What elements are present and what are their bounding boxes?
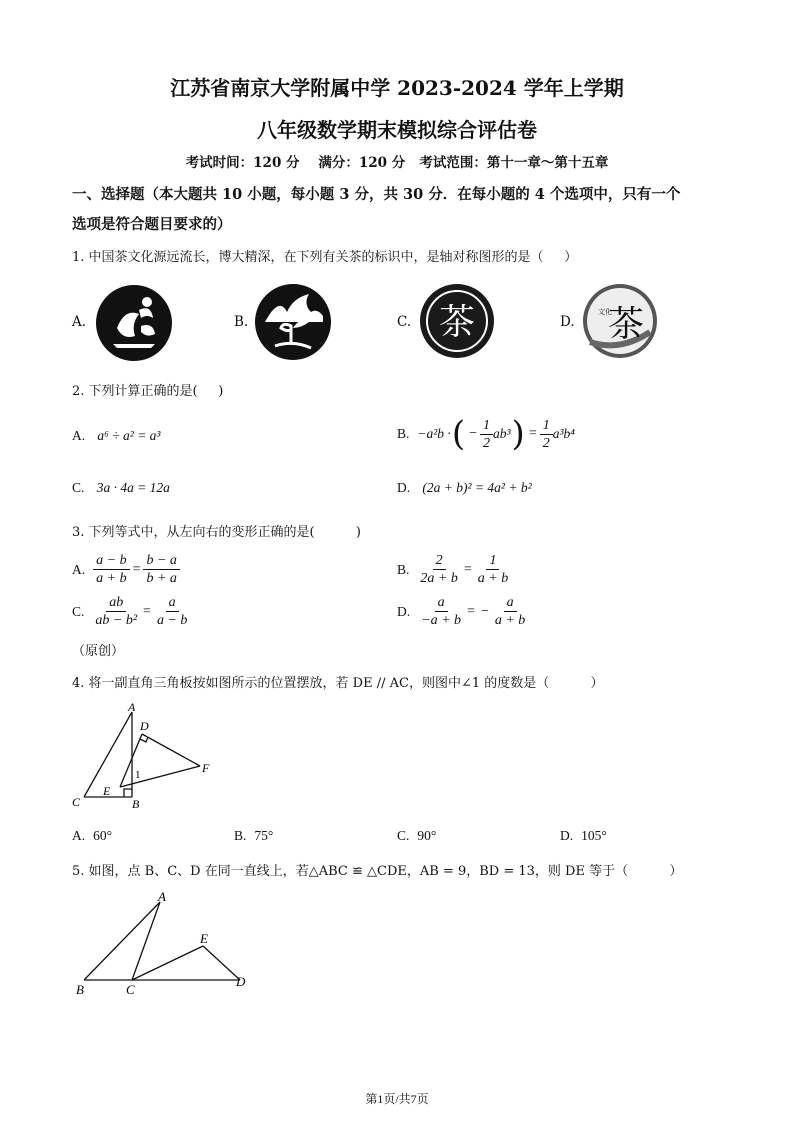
q2-option-b-post: a³b⁴ bbox=[552, 426, 575, 441]
q3-d-right-frac bbox=[492, 594, 528, 629]
q2-option-b-mid: ab³ bbox=[492, 426, 511, 441]
q1-logo-b bbox=[253, 282, 333, 362]
q5-line-ed bbox=[203, 946, 240, 980]
q2-option-b-equals: = bbox=[528, 426, 537, 441]
q3-option-a-label: A. bbox=[72, 561, 86, 577]
q1-option-b-label: B. bbox=[234, 314, 249, 330]
q3-c-left-frac bbox=[92, 594, 140, 629]
q2-option-b-paren-close: ) bbox=[511, 414, 525, 454]
q3-c-ln: ab bbox=[106, 594, 126, 612]
q1-logo-d-small: 文化 bbox=[598, 308, 612, 316]
q2-stem: 2. 下列计算正确的是( ) bbox=[72, 384, 224, 399]
q4-label-e: E bbox=[103, 784, 111, 798]
q3-option-b bbox=[397, 552, 511, 587]
q4-option-b-label: B. bbox=[234, 828, 247, 843]
q4-figure bbox=[66, 700, 226, 815]
q3-b-rn: 1 bbox=[486, 552, 499, 570]
q3-b-left-frac bbox=[417, 552, 460, 587]
q1-option-c-label: C. bbox=[397, 314, 412, 330]
section-heading-line2: 选项是符合题目要求的） bbox=[72, 216, 232, 233]
q4-right-angle-b bbox=[124, 789, 132, 797]
q3-d-ln: a bbox=[435, 594, 448, 612]
q3-a-rn: b − a bbox=[143, 552, 179, 570]
q4-label-angle1: 1 bbox=[135, 769, 141, 781]
q3-b-equals: = bbox=[463, 561, 472, 577]
q1-logo-a bbox=[95, 284, 173, 362]
q3-stem: 3. 下列等式中，从左向右的变形正确的是( ) bbox=[72, 525, 362, 540]
q3-a-ld: a + b bbox=[96, 571, 127, 586]
q5-label-a: A bbox=[158, 889, 166, 904]
q3-a-left-frac bbox=[93, 552, 129, 587]
q3-d-equals: = bbox=[467, 603, 475, 619]
q1-stem: 1. 中国茶文化源远流长，博大精深，在下列有关茶的标识中，是轴对称图形的是（ ） bbox=[72, 250, 578, 265]
q2-option-a-expr: a⁶ ÷ a² = a³ bbox=[97, 428, 161, 443]
q3-option-c bbox=[72, 594, 190, 629]
q1-logo-d-text: 茶 bbox=[607, 304, 645, 345]
q1-logo-d bbox=[580, 282, 660, 360]
q3-a-right-frac bbox=[143, 552, 179, 587]
q3-option-a bbox=[72, 552, 180, 587]
q3-note: （原创） bbox=[72, 644, 125, 659]
q1-option-a-label: A. bbox=[72, 314, 87, 330]
exam-info: 考试时间：120 分 满分：120 分 考试范围：第十一章～第十五章 bbox=[185, 155, 609, 171]
q2-option-b bbox=[397, 414, 575, 454]
q4-option-b-value: 75° bbox=[254, 828, 274, 843]
q3-d-sign: − bbox=[480, 603, 489, 619]
exam-title-line2: 八年级数学期末模拟综合评估卷 bbox=[257, 118, 537, 142]
q3-option-b-label: B. bbox=[397, 561, 410, 577]
q3-a-rd: b + a bbox=[146, 571, 177, 586]
q5-label-d: D bbox=[236, 974, 246, 989]
q3-c-ld: ab − b² bbox=[95, 613, 138, 628]
q3-d-left-frac bbox=[418, 594, 464, 629]
q2-option-d-label: D. bbox=[397, 480, 411, 495]
q4-option-c-label: C. bbox=[397, 828, 410, 843]
q3-a-ln: a − b bbox=[93, 552, 129, 570]
q1-logo-c-text: 茶 bbox=[438, 302, 476, 343]
q5-label-b: B bbox=[76, 982, 84, 997]
q2-option-c-label: C. bbox=[72, 480, 85, 495]
q1-logo-c bbox=[418, 282, 496, 360]
q2-b-frac2-num: 1 bbox=[540, 417, 553, 435]
q2-option-b-paren-open: ( bbox=[451, 414, 466, 454]
q5-figure bbox=[70, 886, 260, 1001]
q3-d-rn: a bbox=[504, 594, 517, 612]
q4-option-d-label: D. bbox=[560, 828, 574, 843]
q5-label-e: E bbox=[200, 931, 208, 946]
q5-line-ab bbox=[84, 902, 160, 980]
q2-option-b-frac1 bbox=[480, 417, 493, 452]
q3-c-rd: a − b bbox=[156, 613, 188, 628]
q3-c-right-frac bbox=[154, 594, 190, 629]
q4-option-c bbox=[397, 828, 436, 844]
q4-option-d bbox=[560, 828, 607, 844]
q4-label-f: F bbox=[202, 761, 210, 775]
q2-b-frac2-den: 2 bbox=[542, 435, 550, 451]
q3-c-rn: a bbox=[166, 594, 179, 612]
q3-b-right-frac bbox=[475, 552, 511, 587]
q4-label-d: D bbox=[140, 719, 149, 733]
page-number: 第1页/共7页 bbox=[365, 1092, 429, 1106]
q4-label-b: B bbox=[132, 797, 140, 811]
q2-option-b-pre: −a²b · bbox=[417, 426, 451, 441]
q4-right-angle-d bbox=[140, 737, 148, 742]
q2-option-b-frac2 bbox=[540, 417, 553, 452]
q3-option-d-label: D. bbox=[397, 603, 411, 619]
q3-a-equals: = bbox=[132, 561, 141, 577]
q3-option-d bbox=[397, 594, 528, 629]
q2-option-c bbox=[72, 480, 170, 496]
q4-stem: 4. 将一副直角三角板按如图所示的位置摆放，若 DE // AC，则图中∠1 的度数是（ ） bbox=[72, 676, 604, 691]
q2-b-frac1-num: 1 bbox=[480, 417, 493, 435]
q2-option-a-label: A. bbox=[72, 428, 86, 443]
exam-title-line1: 江苏省南京大学附属中学 2023-2024 学年上学期 bbox=[170, 76, 624, 100]
q4-option-a-value: 60° bbox=[93, 828, 113, 843]
q2-option-d-expr: (2a + b)² = 4a² + b² bbox=[422, 480, 532, 495]
q4-label-a: A bbox=[128, 700, 136, 714]
q4-option-d-value: 105° bbox=[581, 828, 607, 843]
q4-option-b bbox=[234, 828, 273, 844]
q4-option-a-label: A. bbox=[72, 828, 86, 843]
q5-label-c: C bbox=[126, 982, 135, 997]
q3-b-ld: 2a + b bbox=[420, 571, 458, 586]
q3-option-c-label: C. bbox=[72, 603, 85, 619]
q1-option-d-label: D. bbox=[560, 314, 575, 330]
q4-option-a bbox=[72, 828, 112, 844]
q4-option-c-value: 90° bbox=[417, 828, 437, 843]
q2-option-a bbox=[72, 428, 160, 444]
q2-b-frac1-den: 2 bbox=[482, 435, 490, 451]
q4-line-df bbox=[142, 734, 200, 766]
q3-b-ln: 2 bbox=[433, 552, 446, 570]
q2-option-b-minus: − bbox=[469, 426, 477, 441]
q5-stem: 5. 如图，点 B、C、D 在同一直线上，若△ABC ≌ △CDE，AB = 9，BD = 13，则 DE 等于（ ） bbox=[72, 864, 683, 879]
q2-option-c-expr: 3a · 4a = 12a bbox=[96, 480, 170, 495]
q2-option-d bbox=[397, 480, 532, 496]
q2-option-b-label: B. bbox=[397, 426, 410, 441]
section-heading-line1: 一、选择题（本大题共 10 小题，每小题 3 分，共 30 分．在每小题的 4 个选项中，只有一个 bbox=[72, 186, 681, 203]
q3-b-rd: a + b bbox=[477, 571, 509, 586]
q3-d-rd: a + b bbox=[494, 613, 526, 628]
q4-label-c: C bbox=[72, 795, 81, 809]
q3-d-ld: −a + b bbox=[421, 613, 462, 628]
q3-c-equals: = bbox=[143, 603, 151, 619]
